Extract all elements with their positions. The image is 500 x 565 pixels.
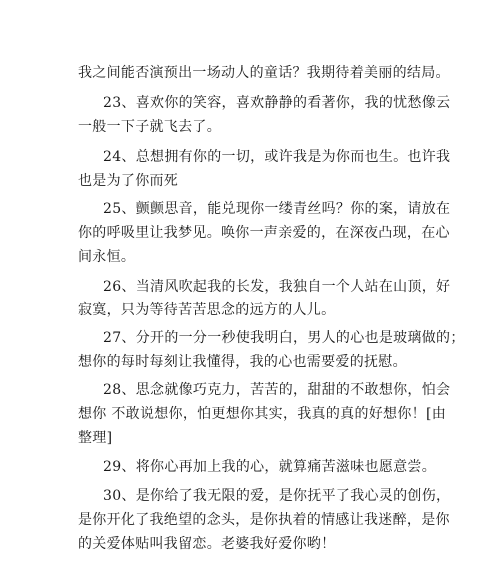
text-line: 26、当清风吹起我的长发，我独自一个人站在山顶，好 (103, 279, 451, 295)
text-line: 我之间能否演预出一场动人的童话？我期待着美丽的结局。 (78, 65, 450, 81)
text-line: 是你开化了我绝望的念头，是你执着的情感让我迷醉，是你 (78, 512, 450, 528)
text-line: 也是为了你而死 (78, 173, 179, 189)
text-line: 想你 不敢说想你，怕更想你其实，我真的真的好想你！[由 (78, 406, 447, 422)
text-line: 寂寞，只为等待苦苦思念的远方的人儿。 (78, 302, 336, 318)
text-line: 25、颤颤思音，能兑现你一缕青丝吗？你的案，请放在 (103, 201, 451, 217)
text-line: 24、总想拥有你的一切，或许我是为你而也生。也许我 (103, 149, 451, 165)
text-line: 27、分开的一分一秒使我明白，男人的心也是玻璃做的； (103, 330, 465, 346)
text-line: 28、思念就像巧克力，苦苦的，甜甜的不敢想你，怕会 (103, 382, 451, 398)
text-line: 间永恒。 (78, 249, 136, 265)
text-line: 一般一下子就飞去了。 (78, 119, 221, 135)
text-line: 整理] (78, 430, 113, 446)
text-line: 你的呼吸里让我梦见。唤你一声亲爱的，在深夜凸现，在心 (78, 225, 450, 241)
text-line: 23、喜欢你的笑容，喜欢静静的看著你，我的忧愁像云 (103, 95, 451, 111)
text-line: 想你的每时每刻让我懂得，我的心也需要爱的抚慰。 (78, 354, 407, 370)
text-line: 29、将你心再加上我的心，就算痛苦滋味也愿意尝。 (103, 459, 437, 475)
text-line: 30、是你给了我无限的爱，是你抚平了我心灵的创伤， (103, 488, 451, 504)
text-line: 的关爱体贴叫我留恋。老婆我好爱你哟！ (78, 536, 336, 552)
